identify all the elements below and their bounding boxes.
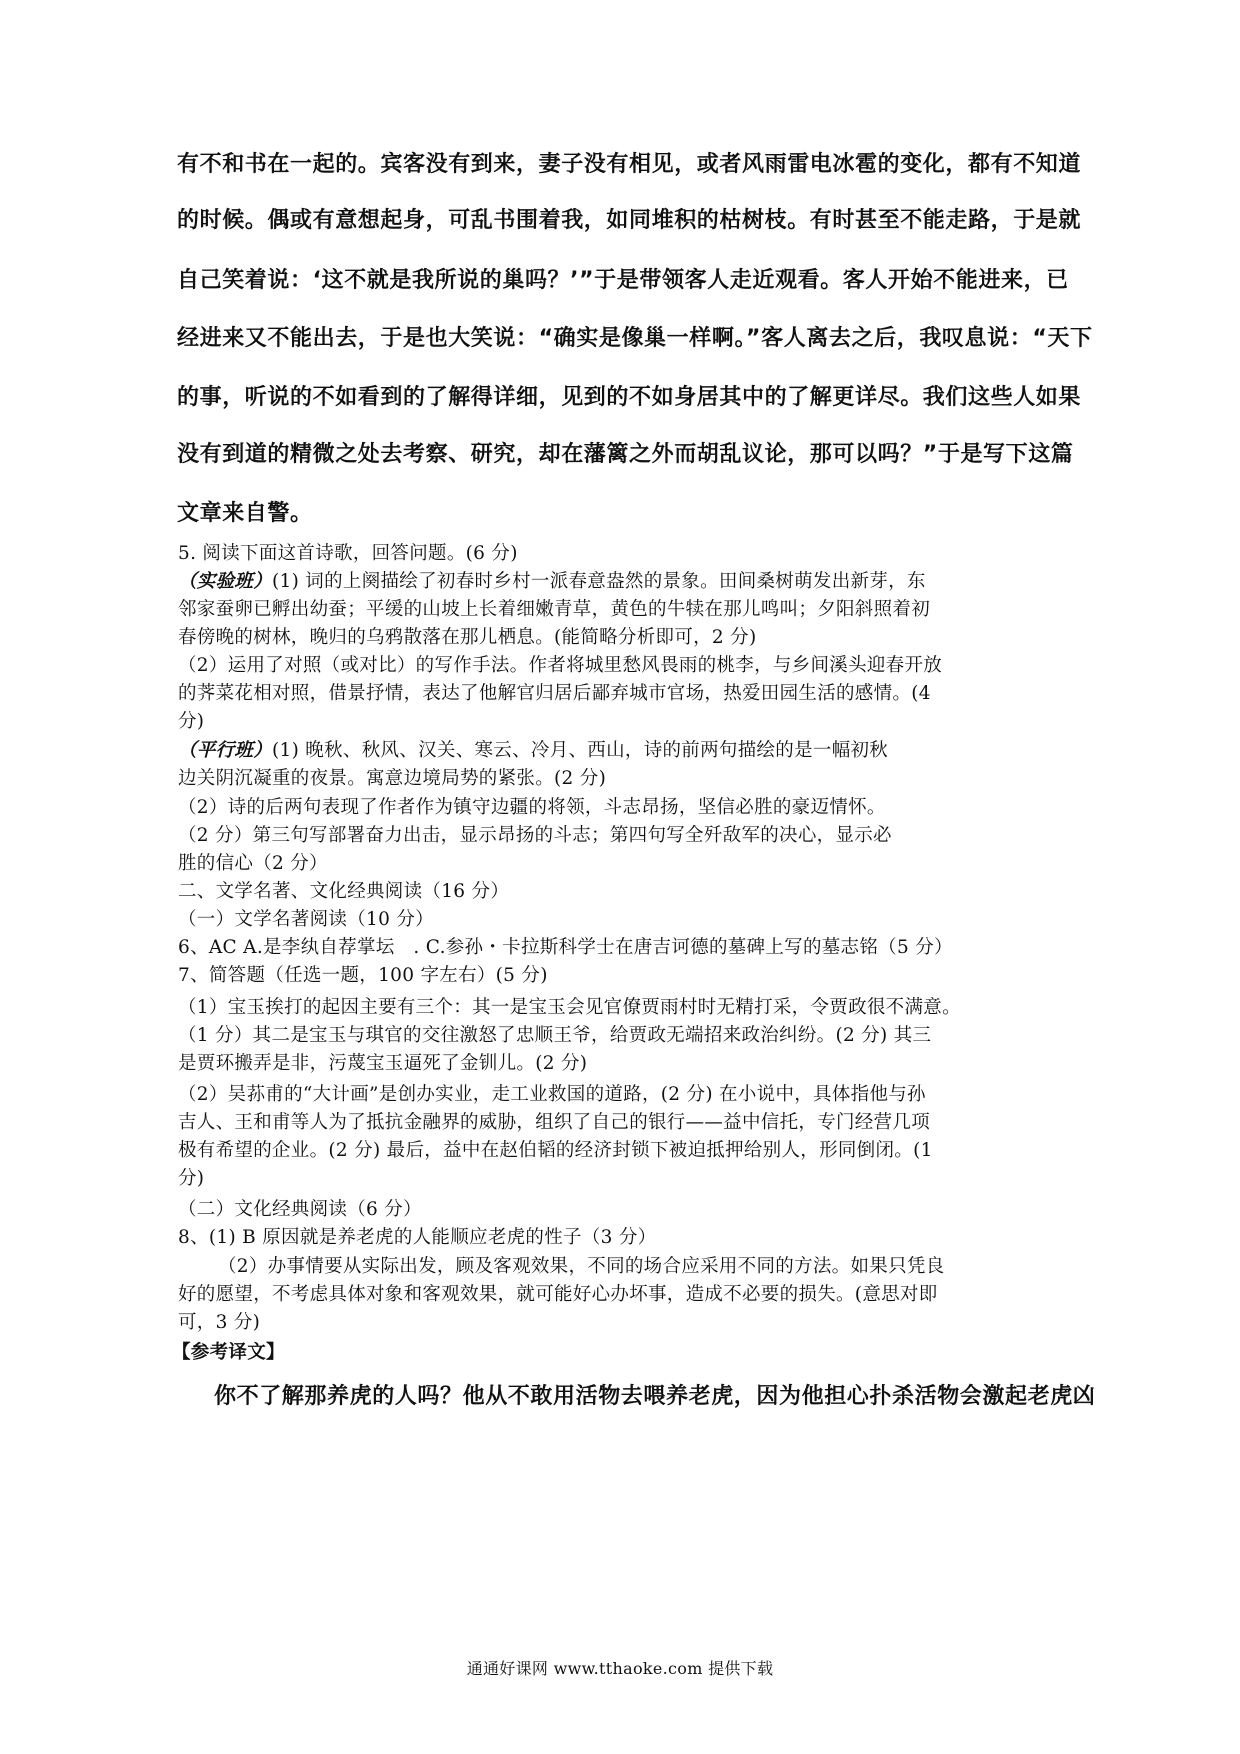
q7-line: （1）宝玉挨打的起因主要有三个：其一是宝玉会见官僚贾雨村时无精打采，令贾政很不满意。 bbox=[178, 997, 961, 1018]
q5-exp-line: 春傍晚的树林，晚归的乌鸦散落在那儿栖息。(能简略分析即可，2 分) bbox=[178, 627, 757, 648]
passage-line: 的时候。偶或有意想起身，可乱书围着我，如同堆积的枯树枝。有时甚至不能走路，于是就 bbox=[177, 208, 1082, 233]
q6-answer: 6、AC A.是李纨自荐掌坛 . C.参孙・卡拉斯科学士在唐吉诃德的墓碑上写的墓志铭（5 分） bbox=[178, 937, 953, 958]
q7-line: 分) bbox=[178, 1168, 205, 1189]
par-class-label: （平行班） bbox=[178, 740, 273, 761]
q5-par-line: （2 分）第三句写部署奋力出击，显示昂扬的斗志；第四句写全歼敌军的决心，显示必 bbox=[178, 825, 892, 846]
q8-line: 好的愿望，不考虑具体对象和客观效果，就可能好心办坏事，造成不必要的损失。(意思对即 bbox=[178, 1284, 938, 1305]
q7-line: 吉人、王和甫等人为了抵抗金融界的威胁，组织了自己的银行——益中信托，专门经营几项 bbox=[178, 1112, 931, 1133]
q7-line: （1 分）其二是宝玉与琪官的交往激怒了忠顺王爷，给贾政无端招来政治纠纷。(2 分) 其三 bbox=[178, 1025, 932, 1046]
q5-title: 5. 阅读下面这首诗歌，回答问题。(6 分) bbox=[178, 543, 518, 564]
passage-line: 自己笑着说：‘这不就是我所说的巢吗？’”于是带领客人走近观看。客人开始不能进来，已 bbox=[177, 268, 1069, 293]
q5-exp-line: （2）运用了对照（或对比）的写作手法。作者将城里愁风畏雨的桃李，与乡间溪头迎春开放 bbox=[178, 655, 943, 676]
q5-exp-line: 邻家蚕卵已孵出幼蚕；平缓的山坡上长着细嫩青草，黄色的牛犊在那儿鸣叫；夕阳斜照着初 bbox=[178, 599, 931, 620]
q5-exp-text: (1) 词的上阕描绘了初春时乡村一派春意盎然的景象。田间桑树萌发出新芽，东 bbox=[272, 571, 926, 592]
section2-sub1: （一）文学名著阅读（10 分） bbox=[178, 909, 434, 930]
passage-line: 的事，听说的不如看到的了解得详细，见到的不如身居其中的了解更详尽。我们这些人如果 bbox=[177, 385, 1082, 410]
q5-par-line bbox=[178, 737, 1078, 765]
section2-heading: 二、文学名著、文化经典阅读（16 分） bbox=[178, 881, 510, 902]
reference-translation-heading: 【参考译文】 bbox=[172, 1342, 285, 1363]
exp-class-label: （实验班） bbox=[178, 571, 273, 592]
page-footer: 通通好课网 www.tthaoke.com 提供下载 bbox=[466, 1659, 774, 1678]
q5-par-line: （2）诗的后两句表现了作者作为镇守边疆的将领，斗志昂扬，坚信必胜的豪迈情怀。 bbox=[178, 797, 886, 818]
q7-title: 7、简答题（任选一题，100 字左右）(5 分) bbox=[178, 965, 548, 986]
passage-line: 文章来自警。 bbox=[177, 501, 313, 526]
q8-line: 8、(1) B 原因就是养老虎的人能顺应老虎的性子（3 分） bbox=[178, 1227, 657, 1248]
q8-line: （2）办事情要从实际出发，顾及客观效果，不同的场合应采用不同的方法。如果只凭良 bbox=[218, 1256, 945, 1277]
q5-par-text: (1) 晚秋、秋风、汉关、寒云、冷月、西山，诗的前两句描绘的是一幅初秋 bbox=[272, 740, 889, 761]
q5-par-line: 边关阴沉凝重的夜景。寓意边境局势的紧张。(2 分) bbox=[178, 768, 607, 789]
q8-line: 可，3 分) bbox=[178, 1312, 261, 1333]
reference-translation-text: 你不了解那养虎的人吗？他从不敢用活物去喂养老虎，因为他担心扑杀活物会激起老虎凶 bbox=[214, 1384, 1096, 1409]
passage-line: 有不和书在一起的。宾客没有到来，妻子没有相见，或者风雨雷电冰雹的变化，都有不知道 bbox=[177, 152, 1082, 177]
q7-line: （2）吴荪甫的“大计画”是创办实业，走工业救国的道路，(2 分) 在小说中，具体指他与孙 bbox=[178, 1084, 926, 1105]
q5-exp-line bbox=[178, 568, 1078, 596]
passage-line: 经进来又不能出去，于是也大笑说：“确实是像巢一样啊。”客人离去之后，我叹息说：“天下 bbox=[177, 326, 1093, 351]
q7-line: 是贾环搬弄是非，污蔑宝玉逼死了金钏儿。(2 分) bbox=[178, 1053, 588, 1074]
q5-exp-line: 的荠菜花相对照，借景抒情，表达了他解官归居后鄙弃城市官场，热爱田园生活的感情。(4 bbox=[178, 683, 931, 704]
section2-sub2: （二）文化经典阅读（6 分） bbox=[178, 1199, 422, 1220]
q7-line: 极有希望的企业。(2 分) 最后，益中在赵伯韬的经济封锁下被迫抵押给别人，形同倒闭。(1 bbox=[178, 1140, 933, 1161]
q5-exp-line: 分) bbox=[178, 711, 205, 732]
q5-par-line: 胜的信心（2 分） bbox=[178, 853, 328, 874]
passage-line: 没有到道的精微之处去考察、研究，却在藩篱之外而胡乱议论，那可以吗？”于是写下这篇 bbox=[177, 442, 1074, 467]
